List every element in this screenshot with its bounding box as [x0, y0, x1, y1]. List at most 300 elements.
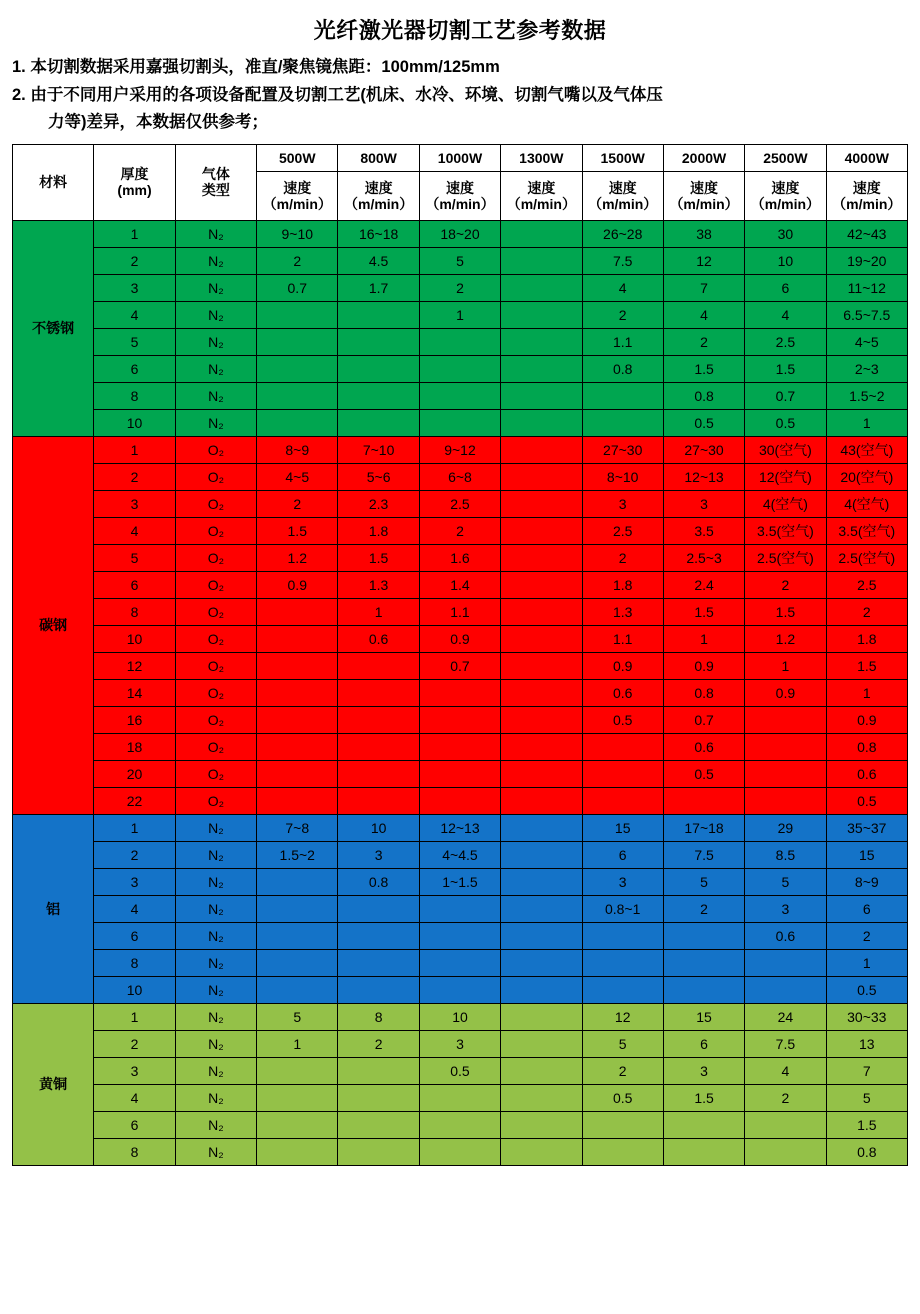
speed-cell-1500w [582, 733, 663, 760]
table-row [13, 706, 908, 733]
speed-cell-2000w: 0.7 [663, 706, 744, 733]
speed-cell-1000w: 2.5 [419, 490, 500, 517]
speed-cell-1000w [419, 976, 500, 1003]
speed-cell-1000w [419, 382, 500, 409]
thickness-cell: 3 [94, 274, 175, 301]
speed-cell-1300w [501, 517, 582, 544]
speed-cell-2000w: 3.5 [663, 517, 744, 544]
speed-label: 速度 [445, 179, 474, 196]
speed-cell-2000w: 7.5 [663, 841, 744, 868]
gas-cell: N₂ [175, 1003, 256, 1030]
speed-cell-1500w: 1.1 [582, 328, 663, 355]
thickness-cell: 2 [94, 463, 175, 490]
speed-cell-1000w: 12~13 [419, 814, 500, 841]
speed-cell-2000w [663, 787, 744, 814]
speed-cell-1500w: 26~28 [582, 220, 663, 247]
speed-unit: （m/min） [669, 195, 739, 212]
speed-cell-800w [338, 652, 419, 679]
speed-cell-2500w: 2.5(空气) [745, 544, 826, 571]
thickness-cell: 1 [94, 814, 175, 841]
header-power-500w: 500W [257, 144, 338, 171]
header-power-1500w: 1500W [582, 144, 663, 171]
thickness-cell: 20 [94, 760, 175, 787]
speed-cell-2000w: 4 [663, 301, 744, 328]
gas-cell: O₂ [175, 463, 256, 490]
thickness-cell: 10 [94, 409, 175, 436]
speed-cell-2500w: 29 [745, 814, 826, 841]
speed-cell-2000w [663, 922, 744, 949]
speed-label: 速度 [690, 179, 719, 196]
speed-cell-2500w: 8.5 [745, 841, 826, 868]
speed-cell-500w: 0.7 [257, 274, 338, 301]
speed-cell-2000w: 1 [663, 625, 744, 652]
speed-cell-2000w: 17~18 [663, 814, 744, 841]
speed-cell-2500w [745, 976, 826, 1003]
speed-cell-4000w: 30~33 [826, 1003, 907, 1030]
thickness-cell: 10 [94, 976, 175, 1003]
speed-cell-2000w: 0.8 [663, 382, 744, 409]
speed-cell-500w [257, 301, 338, 328]
table-row [13, 841, 908, 868]
speed-cell-1000w [419, 409, 500, 436]
speed-cell-500w [257, 949, 338, 976]
speed-cell-500w [257, 355, 338, 382]
speed-cell-1000w [419, 1111, 500, 1138]
speed-cell-4000w: 13 [826, 1030, 907, 1057]
thickness-cell: 4 [94, 1084, 175, 1111]
speed-cell-800w: 0.6 [338, 625, 419, 652]
gas-cell: N₂ [175, 841, 256, 868]
speed-cell-800w [338, 922, 419, 949]
note-1: 1. 本切割数据采用嘉强切割头，准直/聚焦镜焦距：100mm/125mm [12, 58, 500, 76]
speed-cell-1000w [419, 355, 500, 382]
speed-cell-800w [338, 1057, 419, 1084]
speed-cell-800w [338, 328, 419, 355]
speed-cell-4000w: 2.5 [826, 571, 907, 598]
speed-cell-2500w: 0.5 [745, 409, 826, 436]
speed-cell-2000w: 2 [663, 895, 744, 922]
table-row [13, 490, 908, 517]
speed-cell-1000w: 10 [419, 1003, 500, 1030]
table-row [13, 382, 908, 409]
speed-cell-4000w: 2 [826, 922, 907, 949]
thickness-cell: 5 [94, 328, 175, 355]
speed-cell-1300w [501, 625, 582, 652]
speed-cell-500w: 2 [257, 490, 338, 517]
speed-cell-500w [257, 1138, 338, 1165]
gas-cell: N₂ [175, 868, 256, 895]
speed-cell-1000w [419, 895, 500, 922]
speed-cell-500w [257, 625, 338, 652]
material-cell: 黄铜 [13, 1003, 94, 1165]
speed-cell-500w [257, 652, 338, 679]
speed-cell-4000w: 1.5 [826, 1111, 907, 1138]
speed-cell-2000w: 1.5 [663, 355, 744, 382]
speed-unit: （m/min） [588, 195, 658, 212]
speed-cell-2500w [745, 949, 826, 976]
speed-cell-1000w: 2 [419, 517, 500, 544]
thickness-cell: 4 [94, 301, 175, 328]
gas-cell: N₂ [175, 1138, 256, 1165]
speed-cell-1300w [501, 679, 582, 706]
gas-cell: O₂ [175, 625, 256, 652]
speed-cell-4000w: 20(空气) [826, 463, 907, 490]
speed-cell-1500w [582, 409, 663, 436]
material-cell: 碳钢 [13, 436, 94, 814]
speed-cell-4000w: 11~12 [826, 274, 907, 301]
speed-cell-800w: 1.8 [338, 517, 419, 544]
speed-cell-4000w: 0.8 [826, 733, 907, 760]
note-3: 力等)差异，本数据仅供参考； [48, 113, 268, 132]
table-row [13, 652, 908, 679]
speed-cell-1000w [419, 679, 500, 706]
thickness-cell: 5 [94, 544, 175, 571]
header-gas-label1: 气体 [201, 166, 230, 183]
speed-cell-4000w: 0.6 [826, 760, 907, 787]
table-row [13, 328, 908, 355]
speed-cell-800w: 8 [338, 1003, 419, 1030]
speed-cell-800w [338, 976, 419, 1003]
speed-cell-1500w: 0.8 [582, 355, 663, 382]
speed-cell-2500w: 4 [745, 301, 826, 328]
speed-cell-800w [338, 1138, 419, 1165]
header-speed-1300w [501, 171, 582, 220]
speed-cell-1300w [501, 274, 582, 301]
table-row [13, 976, 908, 1003]
speed-cell-4000w: 1 [826, 679, 907, 706]
speed-cell-1500w [582, 760, 663, 787]
speed-cell-2500w [745, 1111, 826, 1138]
speed-cell-1500w: 0.5 [582, 706, 663, 733]
gas-cell: O₂ [175, 490, 256, 517]
speed-cell-500w: 4~5 [257, 463, 338, 490]
speed-cell-800w [338, 409, 419, 436]
speed-cell-1300w [501, 706, 582, 733]
speed-unit: （m/min） [425, 195, 495, 212]
speed-cell-800w [338, 895, 419, 922]
gas-cell: N₂ [175, 1030, 256, 1057]
header-thickness-label: 厚度 [120, 166, 149, 183]
speed-cell-4000w: 2.5(空气) [826, 544, 907, 571]
speed-cell-4000w: 4~5 [826, 328, 907, 355]
speed-cell-2000w [663, 1111, 744, 1138]
speed-cell-2500w [745, 1138, 826, 1165]
gas-cell: N₂ [175, 949, 256, 976]
thickness-cell: 6 [94, 1111, 175, 1138]
thickness-cell: 3 [94, 490, 175, 517]
speed-cell-800w: 3 [338, 841, 419, 868]
speed-cell-4000w: 15 [826, 841, 907, 868]
speed-cell-2500w: 30 [745, 220, 826, 247]
speed-cell-2500w: 5 [745, 868, 826, 895]
speed-cell-4000w: 0.8 [826, 1138, 907, 1165]
speed-cell-1300w [501, 868, 582, 895]
speed-cell-500w [257, 733, 338, 760]
thickness-cell: 2 [94, 1030, 175, 1057]
speed-cell-1500w: 1.8 [582, 571, 663, 598]
speed-cell-1300w [501, 1003, 582, 1030]
speed-cell-1300w [501, 1030, 582, 1057]
table-row [13, 409, 908, 436]
speed-cell-1500w: 15 [582, 814, 663, 841]
speed-cell-4000w: 43(空气) [826, 436, 907, 463]
gas-cell: N₂ [175, 1111, 256, 1138]
speed-cell-1500w: 27~30 [582, 436, 663, 463]
header-power-4000w: 4000W [826, 144, 907, 171]
speed-cell-1500w: 6 [582, 841, 663, 868]
speed-cell-2000w: 0.5 [663, 409, 744, 436]
speed-cell-2500w [745, 706, 826, 733]
speed-label: 速度 [608, 179, 637, 196]
speed-cell-2500w: 24 [745, 1003, 826, 1030]
speed-cell-1000w: 1.1 [419, 598, 500, 625]
speed-unit: （m/min） [262, 195, 332, 212]
table-row [13, 517, 908, 544]
material-cell: 不锈钢 [13, 220, 94, 436]
speed-cell-2500w: 1.2 [745, 625, 826, 652]
thickness-cell: 8 [94, 949, 175, 976]
gas-cell: N₂ [175, 382, 256, 409]
header-speed-2000w [663, 171, 744, 220]
speed-cell-500w [257, 1084, 338, 1111]
header-power-1300w: 1300W [501, 144, 582, 171]
speed-cell-1500w: 2 [582, 544, 663, 571]
page-title: 光纤激光器切割工艺参考数据 [313, 18, 607, 43]
speed-cell-4000w: 4(空气) [826, 490, 907, 517]
speed-cell-500w: 1.5 [257, 517, 338, 544]
table-row [13, 598, 908, 625]
speed-cell-2000w: 0.6 [663, 733, 744, 760]
gas-cell: O₂ [175, 571, 256, 598]
speed-cell-500w [257, 787, 338, 814]
speed-cell-2000w: 3 [663, 1057, 744, 1084]
speed-cell-500w [257, 679, 338, 706]
speed-cell-2500w: 4 [745, 1057, 826, 1084]
speed-cell-800w: 5~6 [338, 463, 419, 490]
speed-cell-2500w [745, 787, 826, 814]
speed-cell-1500w [582, 787, 663, 814]
speed-unit: （m/min） [832, 195, 902, 212]
gas-cell: O₂ [175, 706, 256, 733]
speed-cell-2000w: 2.5~3 [663, 544, 744, 571]
header-gas [175, 144, 256, 220]
speed-cell-2500w: 7.5 [745, 1030, 826, 1057]
speed-cell-1000w: 2 [419, 274, 500, 301]
speed-cell-1500w: 0.5 [582, 1084, 663, 1111]
speed-cell-1300w [501, 949, 582, 976]
speed-cell-1500w [582, 1111, 663, 1138]
speed-cell-1300w [501, 760, 582, 787]
gas-cell: O₂ [175, 436, 256, 463]
speed-cell-2500w [745, 760, 826, 787]
speed-cell-2000w [663, 1138, 744, 1165]
speed-cell-4000w: 8~9 [826, 868, 907, 895]
table-row [13, 1057, 908, 1084]
speed-cell-500w [257, 328, 338, 355]
header-power-800w: 800W [338, 144, 419, 171]
speed-cell-2500w: 10 [745, 247, 826, 274]
speed-cell-800w [338, 1084, 419, 1111]
speed-cell-4000w: 0.5 [826, 787, 907, 814]
speed-cell-500w [257, 868, 338, 895]
header-speed-4000w [826, 171, 907, 220]
speed-cell-800w: 16~18 [338, 220, 419, 247]
speed-cell-1300w [501, 301, 582, 328]
speed-cell-4000w: 2 [826, 598, 907, 625]
table-row [13, 949, 908, 976]
speed-cell-1000w: 4~4.5 [419, 841, 500, 868]
speed-cell-500w: 1.5~2 [257, 841, 338, 868]
speed-cell-2000w: 2 [663, 328, 744, 355]
speed-cell-1500w: 1.1 [582, 625, 663, 652]
thickness-cell: 1 [94, 1003, 175, 1030]
thickness-cell: 8 [94, 1138, 175, 1165]
thickness-cell: 18 [94, 733, 175, 760]
speed-label: 速度 [283, 179, 312, 196]
table-row [13, 922, 908, 949]
table-row [13, 760, 908, 787]
thickness-cell: 6 [94, 571, 175, 598]
speed-cell-2000w: 6 [663, 1030, 744, 1057]
table-row [13, 436, 908, 463]
gas-cell: N₂ [175, 922, 256, 949]
speed-cell-800w [338, 706, 419, 733]
speed-cell-800w: 10 [338, 814, 419, 841]
speed-cell-1300w [501, 841, 582, 868]
speed-unit: （m/min） [344, 195, 414, 212]
speed-label: 速度 [364, 179, 393, 196]
speed-cell-4000w: 35~37 [826, 814, 907, 841]
speed-cell-1000w [419, 706, 500, 733]
table-row [13, 814, 908, 841]
speed-label: 速度 [527, 179, 556, 196]
thickness-cell: 22 [94, 787, 175, 814]
thickness-cell: 8 [94, 382, 175, 409]
thickness-cell: 6 [94, 355, 175, 382]
gas-cell: O₂ [175, 733, 256, 760]
header-material [13, 144, 94, 220]
table-row [13, 355, 908, 382]
speed-cell-1000w [419, 1084, 500, 1111]
note-2: 2. 由于不同用户采用的各项设备配置及切割工艺(机床、水冷、环境、切割气嘴以及气体压 [12, 85, 663, 104]
speed-cell-500w: 7~8 [257, 814, 338, 841]
speed-cell-1300w [501, 814, 582, 841]
speed-cell-2500w: 6 [745, 274, 826, 301]
speed-cell-2500w: 0.6 [745, 922, 826, 949]
speed-cell-500w [257, 922, 338, 949]
table-row [13, 274, 908, 301]
cutting-parameters-table [12, 144, 908, 1166]
gas-cell: O₂ [175, 544, 256, 571]
gas-cell: N₂ [175, 1084, 256, 1111]
speed-cell-800w: 1 [338, 598, 419, 625]
header-speed-800w [338, 171, 419, 220]
thickness-cell: 10 [94, 625, 175, 652]
table-row [13, 220, 908, 247]
speed-cell-500w: 5 [257, 1003, 338, 1030]
speed-cell-500w: 2 [257, 247, 338, 274]
speed-cell-1000w: 1.4 [419, 571, 500, 598]
gas-cell: N₂ [175, 328, 256, 355]
speed-cell-800w [338, 733, 419, 760]
speed-cell-800w: 0.8 [338, 868, 419, 895]
speed-cell-1500w: 8~10 [582, 463, 663, 490]
gas-cell: N₂ [175, 814, 256, 841]
speed-cell-800w [338, 787, 419, 814]
thickness-cell: 6 [94, 922, 175, 949]
table-row [13, 679, 908, 706]
speed-cell-2000w: 3 [663, 490, 744, 517]
speed-cell-4000w: 5 [826, 1084, 907, 1111]
speed-cell-4000w: 1.5 [826, 652, 907, 679]
speed-cell-800w: 1.7 [338, 274, 419, 301]
thickness-cell: 8 [94, 598, 175, 625]
header-speed-1500w [582, 171, 663, 220]
speed-cell-1300w [501, 652, 582, 679]
speed-cell-1500w: 12 [582, 1003, 663, 1030]
speed-cell-4000w: 1.5~2 [826, 382, 907, 409]
speed-cell-1000w: 0.9 [419, 625, 500, 652]
header-gas-label2: 类型 [201, 182, 230, 199]
header-power-1000w: 1000W [419, 144, 500, 171]
thickness-cell: 14 [94, 679, 175, 706]
speed-cell-1300w [501, 976, 582, 1003]
speed-cell-800w: 4.5 [338, 247, 419, 274]
speed-cell-500w [257, 706, 338, 733]
speed-cell-1300w [501, 1111, 582, 1138]
table-row [13, 247, 908, 274]
table-row [13, 544, 908, 571]
speed-cell-1500w [582, 922, 663, 949]
speed-cell-1500w: 7.5 [582, 247, 663, 274]
speed-cell-2000w: 12 [663, 247, 744, 274]
thickness-cell: 3 [94, 1057, 175, 1084]
speed-cell-1300w [501, 436, 582, 463]
speed-cell-2500w: 3 [745, 895, 826, 922]
speed-cell-500w [257, 598, 338, 625]
speed-cell-800w [338, 301, 419, 328]
table-row [13, 733, 908, 760]
speed-cell-4000w: 7 [826, 1057, 907, 1084]
speed-cell-1500w: 4 [582, 274, 663, 301]
thickness-cell: 12 [94, 652, 175, 679]
thickness-cell: 2 [94, 841, 175, 868]
speed-cell-1000w [419, 328, 500, 355]
speed-cell-2000w: 12~13 [663, 463, 744, 490]
speed-label: 速度 [852, 179, 881, 196]
speed-cell-1300w [501, 328, 582, 355]
thickness-cell: 1 [94, 220, 175, 247]
header-speed-2500w [745, 171, 826, 220]
speed-cell-1300w [501, 1084, 582, 1111]
speed-cell-1300w [501, 733, 582, 760]
speed-cell-1300w [501, 220, 582, 247]
header-thickness-unit: (mm) [117, 182, 152, 199]
speed-cell-1500w [582, 382, 663, 409]
speed-cell-1500w [582, 1138, 663, 1165]
gas-cell: O₂ [175, 760, 256, 787]
speed-cell-4000w: 2~3 [826, 355, 907, 382]
speed-cell-1500w: 1.3 [582, 598, 663, 625]
gas-cell: N₂ [175, 301, 256, 328]
speed-cell-1300w [501, 787, 582, 814]
table-header [13, 144, 908, 220]
speed-cell-800w: 2 [338, 1030, 419, 1057]
speed-cell-2500w: 0.9 [745, 679, 826, 706]
notes-block [12, 55, 908, 136]
speed-cell-800w [338, 382, 419, 409]
speed-cell-4000w: 0.9 [826, 706, 907, 733]
